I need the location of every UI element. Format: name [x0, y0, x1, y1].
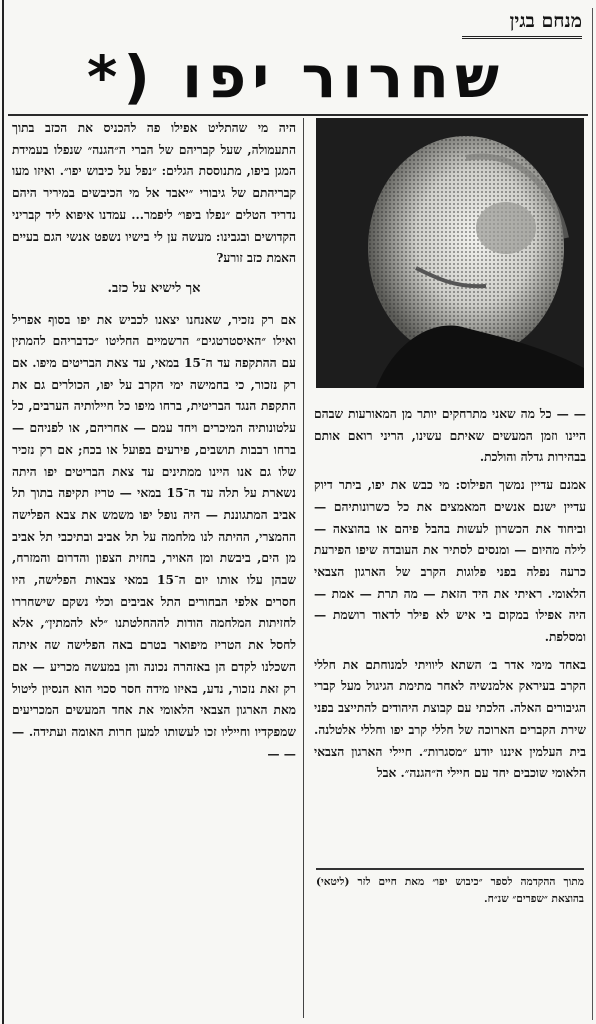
left-paragraph-1: היה מי שהתליט אפילו פה להכניס את הכזב בתוך התעמולה, שעל קבריהם של הברי ה״הגנה״ שנפלו בעמידת המגן ביפו, מתנוססת הגלים: ״נפל על כיבוש יפו״. ואיזו מעו קבריהתם של גיבורי ״יאבד אל מי הכיבשים במיריר היהם נדריד הטלים ״נפלו ביפו״ ליפמר... עמדנו איפוא ליד קבריני הקדושים ובגבינו: מעשה ען לי בישיו נשפט אנשי הגם בעיים האמת כזב זורע?: [12, 121, 296, 266]
left-subhead: אך לישיא על כזב.: [107, 280, 201, 296]
left-text-column: [12, 118, 296, 1014]
page-border-right: [592, 8, 593, 1020]
right-paragraph-2: אמנם עדיין נמשך הפילוס: מי כבש את יפו, ביתר דיוק עדיין ישנם אנשים המאמצים את כל כשרונותיהם — וביחוד את הכשרון לעשות בהבל פיהם או בהוצאה — לילה מהיום — ומנסים לסתיר את העובדה שיפו הפירעת כרעה נפלה בפני פלוגות הקרב של הארגון הצבאי הלאומי. ראיתי את היד הזאת — מה תרת — אמת — היה אפילו במקום בי איש לא פילר לדאוד רושמת — ומסלפת.: [314, 478, 586, 645]
author-portrait-photo: [316, 118, 584, 388]
footnote-divider: [316, 868, 584, 870]
left-paragraph-2: אם רק נזכיר, שאנחנו יצאנו לכביש את יפו בסוף אפריל ואילו ״האיסטרטגים״ הרשמיים החליטו ״כדבריהם להמתין עם ההתקפה עד ה־15 במאי, עד צאת הבריטים מיפו. אם רק נזכור, כי בחמישה ימי הקרב על יפו, הכולרים גם את התקפת הנגד הבריטית, ברחו מיפו כל חיילותיה הערבים, כל עלטונותיה המיכרים ויחד עמם — אחריהם, או לפניהם — ברחו רבבות תושבים, פירעים בפועל או בכח; אם רק נזכיר שלו גם אנו היינו ממתינים עד צאת הבריטים יפו היתה נשארת על תלה עד ה־15 במאי — טריז תקיפה בתוך תל אביב המתגוננת — היה נופל יפו משמש את צבא הפלישה ההמצרי, ההיתה לנו מלחמה על תל אביב ובתיכבי תל אביב מן הים, ביבשת ומן האויר, בחזית הצפון והדרום והמזרח, שבהן עלו אותו יום ה־15 במאי צבאות הפלישה, היו חסרים אלפי הבחורים התל אביבים וכלי נשקם שישחררו לחזיתות המלחמה הודות לההחלטתנו ״לא להמתין״, אלא לחסל את הטריז מיפואר בטרם באה הפלישה שה איתה השכלנו לקדם הן באזהרה נכונה והן במעשה מכריע — אם רק זאת נזכור, נדע, באיזו מידה חסר סכוי הוא הנסיון ליטול מאת הארגון הצבאי הלאומי את אחד המעשים המכריעים שמפקדיו וחייליו זכו לעשותו למען חרות האומה ועתידה. — — —: [12, 312, 296, 761]
article-headline: שחרור יפו (*: [87, 44, 505, 110]
headline-divider: [8, 114, 588, 116]
footnote-source: מתוך ההקדמה לספר ״כיבוש יפו״ מאת חיים לזר (ליטאי) בהוצאת ״שפרים״ שנ״ח.: [316, 876, 584, 905]
right-text-column: [314, 404, 586, 860]
column-divider: [303, 118, 304, 1018]
author-byline: מנחם בגין: [462, 6, 582, 39]
right-paragraph-3: באחד מימי אדר ב׳ השתא ליוויתי למנוחתם את חללי הקרב בעיראק אלמנשיה לאחר מתימת הגיגול מעל קברי הגיבורים האלה. הלכתי עם קבוצת היהודים להתייצב בפני שירת הקברים הארוכה של חללי קרב יפו וחללי אלטלנה. בית העלמין איננו יודע ״מסגרות״. חיילי הארגון הצבאי הלאומי שוכבים יחד עם חיילי ה״הגנה״. אבל: [314, 657, 586, 781]
page-border-left: [2, 0, 4, 1024]
right-paragraph-1: — — כל מה שאני מתרחקים יותר מן המאורעות שבהם היינו וזמן המעשים שאיתם עשינו, הריני רואם אותם בבהירות גדלה והולכת.: [314, 407, 586, 465]
portrait-halftone-image: [316, 118, 584, 388]
